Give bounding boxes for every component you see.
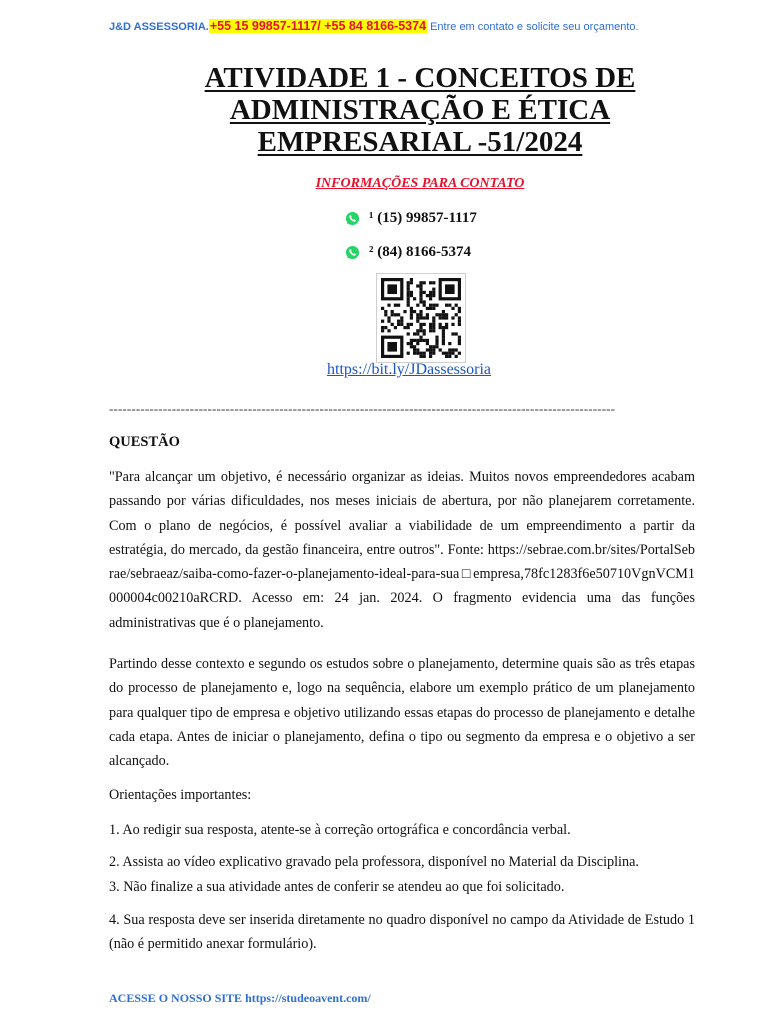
header-brand: J&D ASSESSORIA. — [109, 21, 209, 33]
source-url: https://sebrae.com.br/sites/PortalSebrae/sebraeaz/saiba-como-fazer-o-planejamento-ideal-para-sua□empresa,78fc1283f6e50710VgnVCM1000004c00210aRCRD. — [109, 541, 695, 607]
whatsapp-icon — [345, 211, 360, 226]
whatsapp-icon — [345, 245, 360, 260]
footer-site-link[interactable]: https://studeoavent.com/ — [245, 991, 371, 1005]
page-header — [109, 18, 639, 35]
title-line-2: ADMINISTRAÇÃO E ÉTICA — [229, 94, 611, 126]
page-footer — [109, 991, 371, 1006]
qr-code-pattern — [377, 274, 465, 362]
orientation-item-3: 3. Não finalize a sua atividade antes de conferir se atendeu ao que foi solicitado. — [109, 879, 565, 895]
orientation-item-2: 2. Assista ao vídeo explicativo gravado pela professora, disponível no Material da Disciplina. — [109, 854, 639, 870]
contact-phone-1[interactable] — [345, 210, 477, 227]
title-line-3: EMPRESARIAL -51/2024 — [257, 126, 583, 158]
section-divider: ----------------------------------------------------------------------------------------------------------------- — [109, 402, 616, 416]
title-line-1: ATIVIDADE 1 - CONCEITOS DE — [204, 62, 636, 94]
question-paragraph-1-text: "Para alcançar um objetivo, é necessário organizar as ideias. Muitos novos empreendedores acabam passando por várias dificuldades, nos meses iniciais de abertura, por não planejarem corretamente. Com o plano de negócios, é possível avaliar a viabilidade de um empreendimento a partir da estratégia, do mercado, da gestão financeira, entre outros". Fonte: — [109, 469, 695, 558]
orientation-item-1: 1. Ao redigir sua resposta, atente-se à correção ortográfica e concordância verbal. — [109, 822, 571, 838]
phone-1-text: ¹ (15) 99857-1117 — [369, 210, 477, 226]
orientation-item-4: 4. Sua resposta deve ser inserida diretamente no quadro disponível no campo da Atividade de Estudo 1 (não é permitido anexar formulário). — [109, 912, 695, 953]
document-title — [100, 62, 740, 158]
contact-heading: INFORMAÇÕES PARA CONTATO — [315, 176, 525, 191]
assessoria-link[interactable]: https://bit.ly/JDassessoria — [327, 361, 491, 378]
footer-label: ACESSE O NOSSO SITE — [109, 991, 243, 1005]
header-note: Entre em contato e solicite seu orçamento. — [430, 21, 639, 33]
contact-phone-2[interactable] — [345, 244, 471, 261]
phone-2-text: ² (84) 8166-5374 — [369, 244, 471, 260]
question-paragraph-1 — [109, 465, 695, 635]
header-phones: +55 15 99857-1117/ +55 84 8166-5374 — [209, 19, 427, 33]
orientations-heading: Orientações importantes: — [109, 787, 252, 803]
question-heading: QUESTÃO — [109, 434, 180, 450]
qr-code-image — [376, 273, 466, 363]
question-paragraph-1-rest: Acesso em: 24 jan. 2024. O fragmento evidencia uma das funções administrativas que é o planejamento. — [109, 590, 695, 631]
question-paragraph-2: Partindo desse contexto e segundo os estudos sobre o planejamento, determine quais são as três etapas do processo de planejamento e, logo na sequência, elabore um exemplo prático de um planejamento para qualquer tipo de empresa e objetivo utilizando essas etapas do processo de planejamento e detalhe cada etapa. Antes de iniciar o planejamento, defina o tipo ou segmento da empresa e o objetivo a ser alcançado. — [109, 656, 695, 770]
